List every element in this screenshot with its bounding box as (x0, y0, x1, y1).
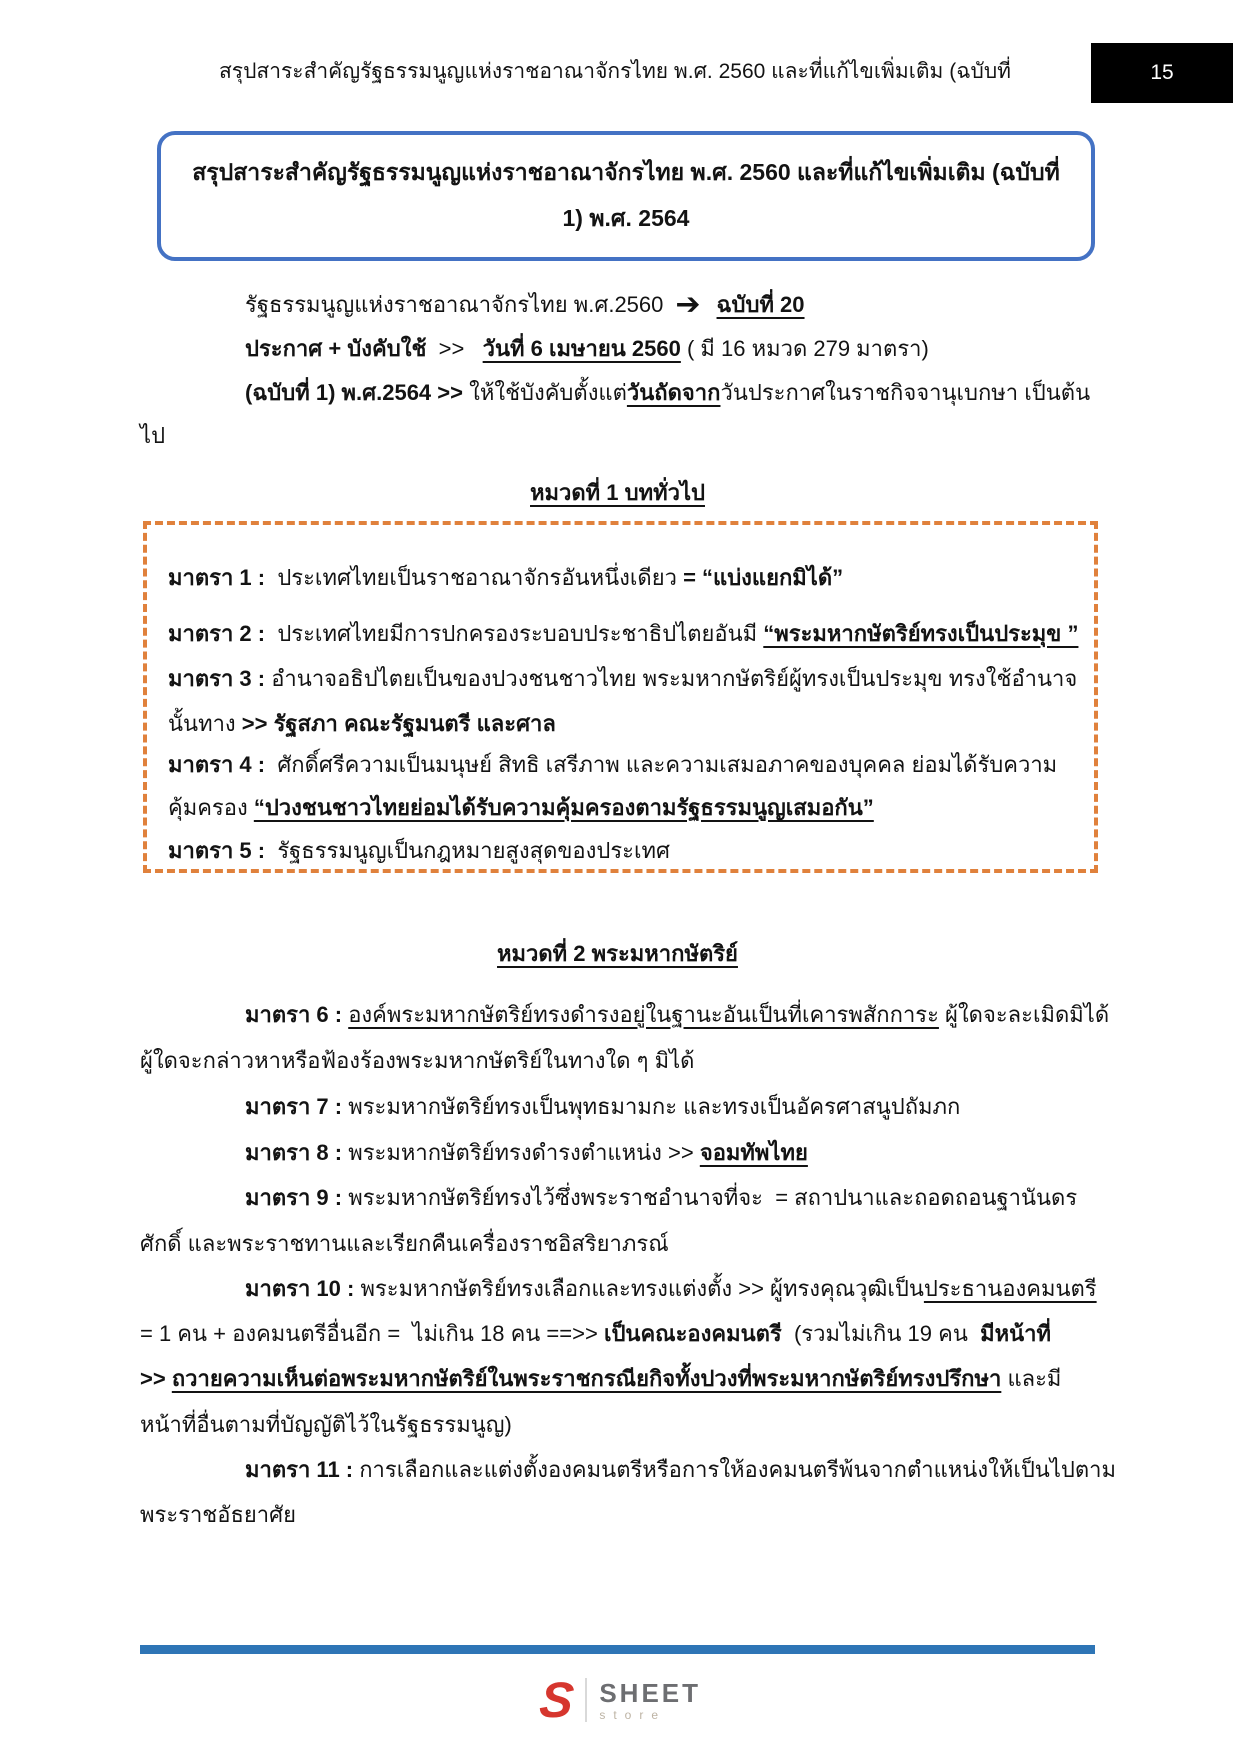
intro-line-4-text: ไป (140, 423, 166, 448)
article-10-line-2-text: = 1 คน + องคมนตรีอื่นอีก = ไม่เกิน 18 คน ==>> (140, 1321, 604, 1346)
article-10-line-3-bold-underline: ถวายความเห็นต่อพระมหากษัตริย์ในพระราชกรณียกิจทั้งปวงที่พระมหากษัตริย์ทรงปรึกษา (171, 1366, 1002, 1391)
article-10-line-3-rest: และมี (1001, 1366, 1062, 1391)
article-5-text: รัฐธรรมนูญเป็นกฎหมายสูงสุดของประเทศ (271, 838, 670, 863)
footer-divider-bar (140, 1645, 1095, 1654)
intro-line-2-bold: ประกาศ + บังคับใช้ (245, 336, 427, 361)
article-4-line-1 (168, 749, 1088, 781)
article-11-line-2-text: พระราชอัธยาศัย (140, 1502, 296, 1527)
article-6-line-2 (140, 1045, 1100, 1077)
article-2-text: ประเทศไทยมีการปกครองระบอบประชาธิปไตยอันมี (271, 621, 764, 646)
title-box (157, 131, 1095, 261)
article-1-text: ประเทศไทยเป็นราชอาณาจักรอันหนึ่งเดียว (271, 565, 684, 590)
page-number-badge: 15 (1091, 43, 1233, 103)
article-7 (140, 1091, 1100, 1123)
article-1 (168, 562, 1088, 594)
article-6-rest: ผู้ใดจะละเมิดมิได้ (938, 1002, 1110, 1027)
article-5 (168, 835, 1088, 867)
intro-line-2 (140, 333, 1100, 365)
article-10-line-1 (140, 1273, 1100, 1305)
brand-subtitle: store (599, 1707, 667, 1722)
document-title: สรุปสาระสำคัญรัฐธรรมนูญแห่งราชอาณาจักรไทย พ.ศ. 2560 และที่แก้ไขเพิ่มเติม (ฉบับที่ 1) พ.ศ. 2564 (192, 159, 1060, 231)
article-1-label: มาตรา 1 : (168, 565, 272, 590)
article-4-line-2-text: คุ้มครอง (168, 795, 254, 820)
article-10-line-2 (140, 1318, 1100, 1350)
article-10-line-3 (140, 1363, 1100, 1395)
intro-line-3 (140, 377, 1100, 409)
intro-line-4 (140, 420, 1100, 452)
article-4-line-2 (168, 792, 1088, 824)
article-3-line-2-bold: >> รัฐสภา คณะรัฐมนตรี และศาล (241, 711, 556, 736)
article-9-line-2-text: ศักดิ์ และพระราชทานและเรียกคืนเครื่องราชอิสริยาภรณ์ (140, 1231, 669, 1256)
intro-line-2-rest: ( มี 16 หมวด 279 มาตรา) (680, 336, 929, 361)
intro-line-1 (140, 289, 1100, 321)
arrow-right-icon: ➔ (675, 288, 701, 321)
article-1-bold: = “แบ่งแยกมิได้” (683, 565, 844, 590)
logo-divider (585, 1678, 587, 1722)
article-8-text: พระมหากษัตริย์ทรงดำรงตำแหน่ง >> (348, 1140, 700, 1165)
edition-number: ฉบับที่ 20 (716, 292, 805, 317)
chapter-1-heading-text: หมวดที่ 1 บททั่วไป (530, 480, 705, 505)
intro-line-3-underline: วันถัดจาก (626, 380, 721, 405)
article-11-line-2 (140, 1499, 1100, 1531)
article-10-line-2-bold: เป็นคณะองคมนตรี (603, 1321, 782, 1346)
intro-line-3-text2: วันประกาศในราชกิจจานุเบกษา เป็นต้น (720, 380, 1091, 405)
intro-line-3-text1: ให้ใช้บังคับตั้งแต่ (469, 380, 627, 405)
article-3-label: มาตรา 3 : (168, 666, 272, 691)
article-3-line-2-text: นั้นทาง (168, 711, 242, 736)
article-9-label: มาตรา 9 : (245, 1185, 349, 1210)
article-3-text: อำนาจอธิปไตยเป็นของปวงชนชาวไทย พระมหากษัตริย์ผู้ทรงเป็นประมุข ทรงใช้อำนาจ (271, 666, 1078, 691)
article-10-underline: ประธานองคมนตรี (923, 1276, 1097, 1301)
intro-line-2-separator: >> (426, 336, 483, 361)
article-10-line-4 (140, 1409, 1100, 1441)
article-11-label: มาตรา 11 : (245, 1457, 360, 1482)
article-11-line-1 (140, 1454, 1117, 1486)
article-4-line-2-bold-underline: “ปวงชนชาวไทยย่อมได้รับความคุ้มครองตามรัฐธรรมนูญเสมอกัน” (253, 795, 874, 820)
article-6-line-2-text: ผู้ใดจะกล่าวหาหรือฟ้องร้องพระมหากษัตริย์ในทางใด ๆ มิได้ (140, 1048, 695, 1073)
logo-text-stack (599, 1679, 701, 1722)
article-10-line-2-bold2: มีหน้าที่ (980, 1321, 1051, 1346)
article-8 (140, 1137, 1100, 1169)
article-2 (168, 618, 1088, 650)
article-2-label: มาตรา 2 : (168, 621, 272, 646)
article-2-bold-underline: “พระมหากษัตริย์ทรงเป็นประมุข ” (763, 621, 1079, 646)
article-10-text: พระมหากษัตริย์ทรงเลือกและทรงแต่งตั้ง >> ผู้ทรงคุณวุฒิเป็น (360, 1276, 924, 1301)
article-10-line-4-text: หน้าที่อื่นตามที่บัญญัติไว้ในรัฐธรรมนูญ) (140, 1412, 512, 1437)
article-6-line-1 (140, 999, 1110, 1031)
article-10-line-3-bold: >> (140, 1366, 172, 1391)
intro-line-1-text: รัฐธรรมนูญแห่งราชอาณาจักรไทย พ.ศ.2560 (245, 292, 664, 317)
footer-logo (0, 1665, 1241, 1735)
running-header: สรุปสาระสำคัญรัฐธรรมนูญแห่งราชอาณาจักรไทย พ.ศ. 2560 และที่แก้ไขเพิ่มเติม (ฉบับที่ (218, 60, 1012, 83)
article-8-bold-underline: จอมทัพไทย (699, 1140, 808, 1165)
chapter-2-heading (140, 938, 1095, 970)
article-6-underline: องค์พระมหากษัตริย์ทรงดำรงอยู่ในฐานะอันเป็นที่เคารพสักการะ (348, 1002, 939, 1027)
article-6-label: มาตรา 6 : (245, 1002, 349, 1027)
chapter-1-heading (140, 477, 1095, 509)
article-5-label: มาตรา 5 : (168, 838, 272, 863)
article-11-text: การเลือกและแต่งตั้งองคมนตรีหรือการให้องคมนตรีพ้นจากตำแหน่งให้เป็นไปตาม (359, 1457, 1117, 1482)
intro-line-3-bold: (ฉบับที่ 1) พ.ศ.2564 >> (245, 380, 470, 405)
article-3-line-2 (168, 708, 1088, 740)
article-7-label: มาตรา 7 : (245, 1094, 349, 1119)
promulgation-date: วันที่ 6 เมษายน 2560 (482, 336, 681, 361)
brand-name: SHEET (599, 1677, 702, 1708)
article-3-line-1 (168, 663, 1088, 695)
sheet-store-logo-icon: S (537, 1672, 577, 1728)
article-8-label: มาตรา 8 : (245, 1140, 349, 1165)
article-7-text: พระมหากษัตริย์ทรงเป็นพุทธมามกะ และทรงเป็นอัครศาสนูปถัมภก (348, 1094, 961, 1119)
article-9-text: พระมหากษัตริย์ทรงไว้ซึ่งพระราชอำนาจที่จะ = สถาปนาและถอดถอนฐานันดร (348, 1185, 1078, 1210)
article-10-line-2-text2: (รวมไม่เกิน 19 คน (781, 1321, 981, 1346)
chapter-2-heading-text: หมวดที่ 2 พระมหากษัตริย์ (497, 941, 738, 966)
article-10-label: มาตรา 10 : (245, 1276, 361, 1301)
article-4-text: ศักดิ์ศรีความเป็นมนุษย์ สิทธิ เสรีภาพ และความเสมอภาคของบุคคล ย่อมได้รับความ (271, 752, 1058, 777)
article-9-line-1 (140, 1182, 1100, 1214)
article-9-line-2 (140, 1228, 1100, 1260)
article-4-label: มาตรา 4 : (168, 752, 272, 777)
